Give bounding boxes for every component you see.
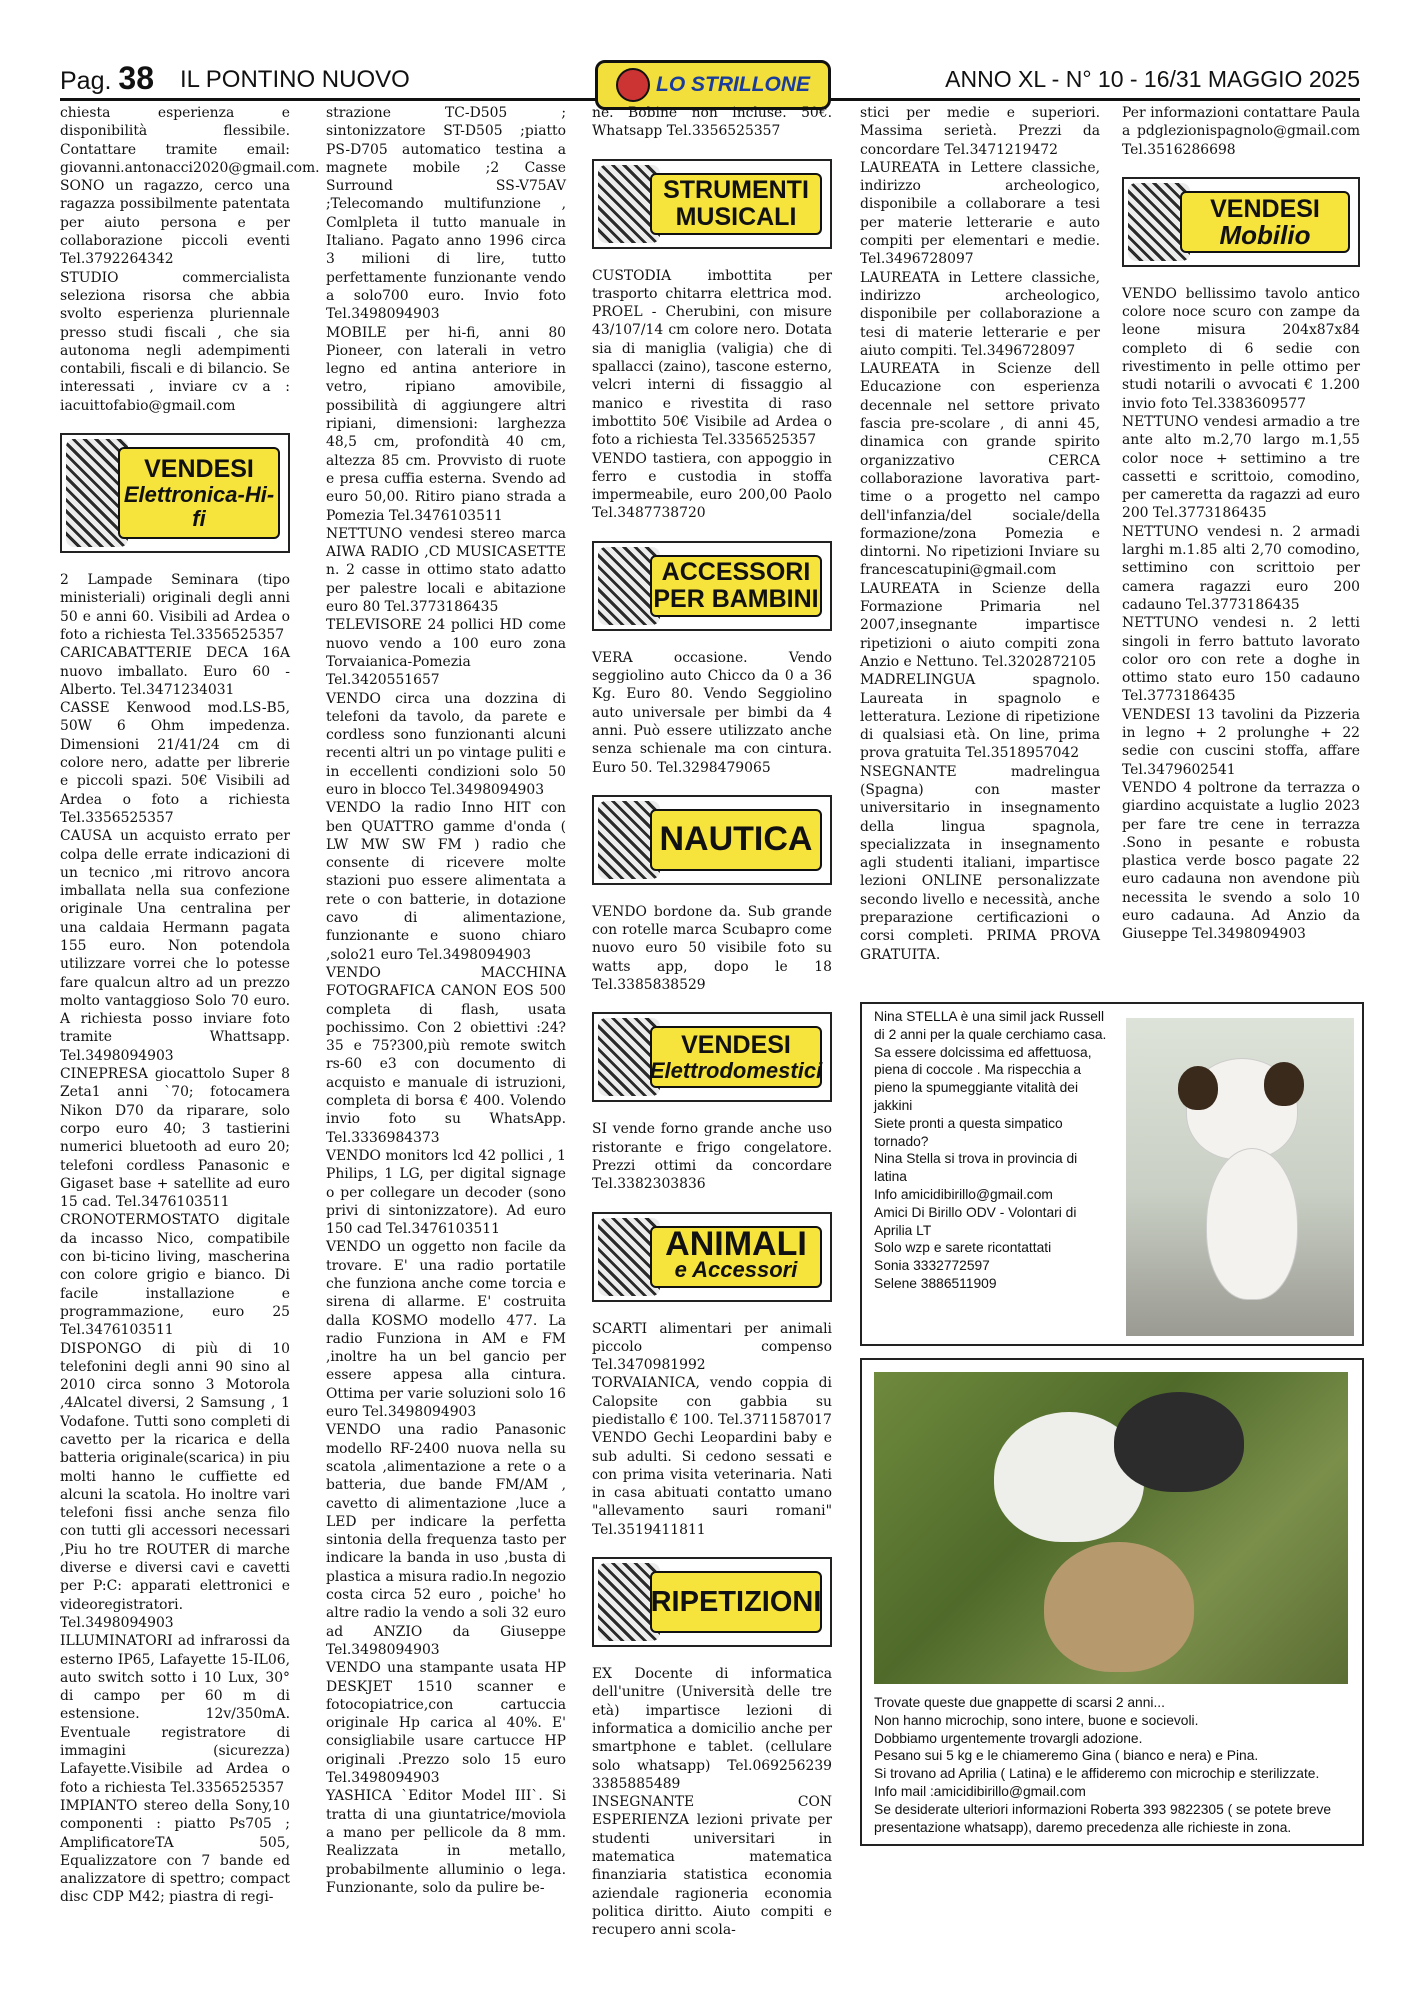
ad-text: SCARTI alimentari per animali piccolo compenso Tel.3470981992 [592,1320,832,1374]
ad-text: IMPIANTO stereo della Sony,10 componenti : piatto Ps705 ; AmplificatoreTA 505, Equalizzatore con 7 bande ed analizzatore di spettro; compact disc CDP M42; piastra di regi- [60,1797,290,1906]
ad-text: ILLUMINATORI ad infrarossi da esterno IP65, Lafayette 15-IL06, auto switch sotto i 10 Lux, 30° di campo per 60 m di estensione. 12v/350mA. Eventuale registratore di immagini (sicurezza) Lafayette.Visibile ad Ardea o foto a richiesta Tel.3356525357 [60,1633,290,1796]
ad-text: YASHICA `Editor Model III`. Si tratta di una giuntatrice/moviola a mano per pellicole da 8 mm. Realizzata in metallo, probabilmente alluminio o lega. Funzionante, solo da pulire be- [326,1788,566,1896]
dog-photo-stella [1126,1018,1354,1336]
section-title: RIPETIZIONI [650,1585,822,1618]
ad-text: ne. Bobine non incluse. 50€. Whatsapp Tel.3356525357 [592,105,832,140]
ad-text: Nina Stella si trova in provincia di latina [874,1151,1078,1185]
page-number: Pag. 38 [60,60,154,96]
ad-text: Selene 3886511909 [874,1275,997,1291]
ad-text: DISPONGO di più di 10 telefonini degli anni 90 sino al 2010 circa sonno 3 Motorola ,4Alcatel diversi, 2 Samsung , 1 Vodafone. Tutti sono completi di cavetto per la ricarica e della batteria originale(scarica) in piu molti hanno le cuffiette ed alcuni la scatola. Ho inoltre vari telefoni fissi anche senza filo con tutti gli accessori necessari ,Piu ho tre ROUTER di marche diverse e diversi cavi e cavetti per P:C: apparati elettronici e videoregistratori. Tel.3498094903 [60,1340,290,1631]
ad-text: stici per medie e superiori. Massima serietà. Prezzi da concordare Tel.3471219472 [860,105,1100,158]
section-banner-nautica [592,795,832,885]
ad-text: VENDO tastiera, con appoggio in ferro e custodia in stoffa impermeabile, euro 200,00 Paolo Tel.3487738720 [592,450,832,522]
ad-text: NETTUNO vendesi stereo marca AIWA RADIO ,CD MUSICASETTE n. 2 casse in ottimo stato adatto per palestre locali e abitazione euro 80 Tel.3773186435 [326,525,566,616]
ad-text: 2 Lampade Seminara (tipo ministeriali) originali degli anni 50 e anni 60. Visibili ad Ardea o foto a richiesta Tel.3356525357 [60,572,290,643]
section-banner-animali [592,1212,832,1302]
strillone-logo: LO STRILLONE [595,60,831,110]
mascot-icon [616,68,650,102]
ad-text: TORVAIANICA, vendo coppia di Calopsite con gabbia su piedistallo € 100. Tel.3711587017 [592,1375,832,1428]
ad-text: VENDO una radio Panasonic modello RF-2400 nuova nella su scatola ,alimentazione a rete o a batteria, due bande FM/AM , cavetto di alimentazione ,luce a LED per indicare la perfetta sintonia della frequenza tasto per indicare la banda in uso ,busta di plastica a misura radio.In negozio costa circa 52 euro , poiche' ho altre radio la vendo a soli 32 euro ad ANZIO da Giuseppe Tel.3498094903 [326,1422,566,1658]
section-banner-accessori [592,541,832,631]
ad-text: TELEVISORE 24 pollici HD come nuovo vendo a 100 euro zona Torvaianica-Pomezia Tel.3420551657 [326,617,566,689]
ad-text: LAUREATA in Scienze dell Educazione con esperienza decennale nel settore privato fascia pre-scolare , di anni 45, dinamica con grande spirito organizzativo CERCA collaborazione lavorativa part-time o a progetto nel campo dell'infanzia/del sociale/della formazione/zona Pomezia e dintorni. No ripetizioni Inviare su francescatupini@gmail.com [860,361,1100,579]
column-5 [1122,104,1360,944]
ad-text: VERA occasione. Vendo seggiolino auto Chicco da 0 a 36 Kg. Euro 80. Vendo Seggiolino auto universale per bimbi da 4 anni. Può essere utilizzato anche senza schienale ma con cintura. Euro 50. Tel.3298479065 [592,649,832,776]
section-title: NAUTICA [659,820,813,859]
section-banner-mobilio [1122,177,1360,267]
section-subtitle: Elettrodomestici [649,1057,823,1083]
ad-text: Sonia 3332772597 [874,1258,990,1274]
ad-text: LAUREATA in Scienze della Formazione Primaria nel 2007,insegnante impartisce ripetizioni o aiuto compiti zona Anzio e Nettuno. Tel.3202872105 [860,580,1100,670]
column-4 [860,104,1100,964]
ad-text: NSEGNANTE madrelingua (Spagna) con master universitario in insegnamento della lingua spagnola, specializzata in insegnamento agli studenti italiani, impartisce lezioni ONLINE personalizzate secondo livello e necessità, anche preparazione certificazioni o corsi completi. PRIMA PROVA GRATUITA. [860,763,1100,963]
section-subtitle: Elettronica-Hi-fi [123,481,275,531]
ad-text: Pesano sui 5 kg e le chiameremo Gina ( bianco e nera) e Pina. [874,1748,1259,1764]
newspaper-name: IL PONTINO NUOVO [180,66,410,93]
ad-text: Nina STELLA è una simil jack Russell di 2 anni per la quale cerchiamo casa. Sa essere dolcissima ed affettuosa, piena di coccole . Ma rispecchia a pieno la spumeggiante vitalità dei jakkini [874,1009,1107,1113]
ad-text: VENDO bellissimo tavolo antico colore noce scuro con zampe da leone misura 204x87x84 completo di 6 sedie con rivestimento in pelle ottimo per studi notarili o avvocati € 1.200 invio foto Tel.3383609577 [1122,285,1360,412]
ad-text: CARICABATTERIE DECA 16A nuovo imballato. Euro 60 - Alberto. Tel.3471234031 [60,645,290,698]
ad-text: VENDO MACCHINA FOTOGRAFICA CANON EOS 500 completa di flash, usata pochissimo. Con 2 obiettivi :24?35 e 75?300,più remote switch rs-60 e3 con documento di acquisto e manuale di istruzioni, completa di borsa € 400. Volendo invio foto su WhatsApp. Tel.3336984373 [326,964,566,1146]
ad-text: VENDO Gechi Leopardini baby e sub adulti. Si cedono sessati e con prima visita veterinaria. Nati in casa abituati contatto umano "allevamento sauri romani" Tel.3519411811 [592,1430,832,1538]
section-subtitle: Mobilio [1219,220,1311,251]
ad-text: NETTUNO vendesi armadio a tre ante alto m.2,70 largo m.1,55 color noce + settimino a tre cassetti e scrittoio, comodino, per cameretta da ragazzi ad euro 200 Tel.3773186435 [1122,413,1360,522]
ad-text: strazione TC-D505 ; sintonizzatore ST-D505 ;piatto PS-D705 automatico testina a magnete mobile ;2 Casse Surround SS-V75AV ;Telecomando multifunzione , Comlpleta il tutto manuale in Italiano. Pagato anno 1996 circa 3 milioni di lire, tutto perfettamente funzionante vendo a solo700 euro. Invio foto Tel.3498094903 [326,105,566,323]
ad-text: Solo wzp e sarete ricontattati [874,1240,1052,1256]
section-title: VENDESI [144,454,254,483]
ad-text: CASSE Kenwood mod.LS-B5, 50W 6 Ohm impedenza. Dimensioni 21/41/24 cm di colore nero, adatte per librerie e piccoli spazi. 50€ Visibili ad Ardea o foto a richiesta Tel.3356525357 [60,700,290,826]
section-title: STRUMENTI [663,175,809,204]
ad-text: LAUREATA in Lettere classiche, indirizzo archeologico, disponibile a collaborare a tesi per materie letterarie e auto compiti per elementari e medie. Tel.3496728097 [860,159,1100,268]
ad-text: VENDO la radio Inno HIT con ben QUATTRO gamme d'onda ( LW MW SW FM ) radio che consente di ricevere molte stazioni puo essere alimentata a rete o con batterie, in dotazione cavo di alimentazione, funzionante e suono chiaro ,solo21 euro Tel.3498094903 [326,800,566,963]
ad-text: CAUSA un acquisto errato per colpa delle errate indicazioni di un tecnico ,mi ritrovo ancora imballata nella sua confezione originale Una centralina per una caldaia Hermann pagata 155 euro. Non potendola utilizzare vorrei che lo potesse fare qualcun altro ad un prezzo molto vantaggioso Solo 70 euro. A richiesta posso inviare foto tramite Whattsapp. Tel.3498094903 [60,828,290,1064]
ad-text: MADRELINGUA spagnolo. Laureata in spagnolo e letteratura. Lezione di ripetizione di qualsiasi età. On line, prima prova gratuita Tel.3518957042 [860,672,1100,762]
column-2 [326,104,566,1897]
dogs-photo-gina-pina [874,1372,1348,1684]
section-subtitle: e Accessori [674,1257,798,1282]
ad-text: SONO un ragazzo, cerco una ragazza possibilmente patentata per aiuto persona e per collaborazione piccoli eventi Tel.3792264342 [60,178,290,268]
ad-text: MOBILE per hi-fi, anni 80 Pioneer, con laterali in vetro legno ed antina anteriore in vetro, ripiano amovibile, possibilità di aggiungere altri ripiani, dimensioni: larghezza 48,5 cm, profondità 40 cm, altezza 85 cm. Provvisto di ruote e presa cuffia esterna. Svendo ad euro 50,00. Ritiro piano strada a Pomezia Tel.3476103511 [326,324,566,524]
ad-text: CRONOTERMOSTATO digitale da incasso Nico, compatibile con bi-ticino living, mascherina con colore grigio e bianco. Di facile installazione e programmazione, euro 25 Tel.3476103511 [60,1212,290,1339]
ad-text: Dobbiamo urgentemente trovargli adozione. [874,1730,1143,1746]
ad-text: Per informazioni contattare Paula a pdglezionispagnolo@gmail.com Tel.3516286698 [1122,105,1360,158]
ad-text: Non hanno microchip, sono intere, buone e socievoli. [874,1712,1199,1728]
section-title: ACCESSORI [661,557,811,586]
ad-text: STUDIO commercialista seleziona risorsa che abbia svolto esperienza pluriennale presso studi fiscali , che sia autonoma negli adempimenti contabili, fiscali e di bilancio. Se interessati , inviare cv a : iacuittofabio@gmail.com [60,269,290,414]
section-banner-strumenti [592,159,832,249]
ad-text: VENDESI 13 tavolini da Pizzeria in legno + 2 prolunghe + 22 sedie con cuscini stoffa, affare Tel.3479602541 [1122,706,1360,778]
ad-text: VENDO un oggetto non facile da trovare. E' una radio portatile che funziona anche come torcia e sirena di allarme. E' costruita dalla KOSMO modello 477. La radio Funziona in AM e FM ,inoltre ha un bel gancio per essere appesa alla cintura. Ottima per varie soluzioni solo 16 euro Tel.3498094903 [326,1239,566,1421]
section-banner-elettronica [60,433,290,553]
ad-text: NETTUNO vendesi n. 2 letti singoli in ferro battuto lavorato color oro con rete a doghe in ottimo stato euro 150 cadauno Tel.3773186435 [1122,615,1360,705]
section-banner-elettrodomestici [592,1012,832,1102]
ad-text: Info amicidibirillo@gmail.com [874,1186,1053,1202]
ad-text: VENDO una stampante usata HP DESKJET 1510 scanner e fotocopiatrice,con cartuccia originale Hp carica al 40%. E' consigliabile usare cartucce HP originali .Prezzo solo 15 euro Tel.3498094903 [326,1660,566,1787]
ad-text: Se desiderate ulteriori informazioni Roberta 393 9822305 ( se potete breve presentazione whatsapp), daremo precedenza alle richieste in zona. [874,1801,1332,1835]
ad-text: Trovate queste due gnappette di scarsi 2 anni... [874,1695,1165,1710]
column-3 [592,104,832,1940]
ad-text: SI vende forno grande anche uso ristorante e frigo congelatore. Prezzi ottimi da concordare Tel.3382303836 [592,1121,832,1193]
adoption-box-stella [860,1002,1364,1346]
ad-text: VENDO monitors lcd 42 pollici , 1 Philips, 1 LG, per digital signage o per collegare un decoder (sono privi di sintonizzatore). Ad euro 150 cad Tel.3476103511 [326,1147,566,1238]
ad-text: Info mail :amicidibirillo@gmail.com [874,1783,1086,1799]
issue-info: ANNO XL - N° 10 - 16/31 MAGGIO 2025 [945,66,1360,92]
ad-text: Si trovano ad Aprilia ( Latina) e le affideremo con microchip e sterilizzate. [874,1766,1320,1782]
column-1 [60,104,320,1907]
section-subtitle: MUSICALI [675,202,797,231]
section-title: VENDESI [681,1030,791,1059]
section-banner-ripetizioni [592,1557,832,1647]
ad-text: chiesta esperienza e disponibilità flessibile. Contattare tramite email: giovanni.antonacci2020@gmail.com. [60,105,320,176]
ad-text: VENDO bordone da. Sub grande con rotelle marca Scubapro come nuovo euro 50 visibile foto su watts app, dopo le 18 Tel.3385838529 [592,903,832,994]
ad-text: CINEPRESA giocattolo Super 8 Zeta1 anni `70; fotocamera Nikon D70 da riparare, solo corpo euro 40; 3 tastierini numerici bluetooth ad euro 20; telefoni cordless Panasonic e Gigaset base + satellite ad euro 15 cad. Tel.3476103511 [60,1066,290,1211]
section-title: ANIMALI [665,1225,807,1263]
ad-text: NETTUNO vendesi n. 2 armadi larghi m.1.85 alti 2,70 comodino, settimino con scrittoio per camera ragazzi euro 200 cadauno Tel.3773186435 [1122,523,1360,613]
ad-text: LAUREATA in Lettere classiche, indirizzo archeologico, disponibile per collaborazione a tesi di materie letterarie e per aiuto compiti. Tel.3496728097 [860,269,1100,359]
section-title: VENDESI [1210,195,1320,224]
ad-text: VENDO circa una dozzina di telefoni da tavolo, da parete e cordless sono funzionanti alcuni recenti altri un po vintage puliti e in eccellenti condizioni solo 50 euro in blocco Tel.3498094903 [326,690,566,798]
section-subtitle: PER BAMBINI [653,584,819,613]
adoption-box-gina-pina [860,1358,1364,1846]
ad-text: VENDO 4 poltrone da terrazza o giardino acquistate a luglio 2023 per fare tre cene in terrazza .Sono in pesante e robusta plastica verde bosco pagate 22 euro cadauna non avendone più necessita le svendo a solo 10 euro cadauna. Ad Anzio da Giuseppe Tel.3498094903 [1122,779,1360,943]
ad-text: CUSTODIA imbottita per trasporto chitarra elettrica mod. PROEL - Cherubini, con misure 43/107/14 cm colore nero. Dotata sia di maniglia (valigia) che di spallacci (zaino), tascone esterno, velcri interni di fissaggio al manico e rivestita di raso imbottito 50€ Visibile ad Ardea o foto a richiesta Tel.3356525357 [592,267,832,449]
ad-text: EX Docente di informatica dell'unitre (Università delle tre età) impartisce lezioni di informatica a domicilio anche per smartphone e tablet. (cellulare solo whatsapp) Tel.069256239 3385885489 [592,1666,832,1792]
ad-text: Amici Di Birillo ODV - Volontari di Aprilia LT [874,1204,1077,1238]
ad-text: INSEGNANTE CON ESPERIENZA lezioni private per studenti universitari in matematica matematica finanziaria statistica economia aziendale ragioneria economia politica diritto. Aiuto compiti e recupero anni scola- [592,1794,832,1939]
ad-text: Siete pronti a questa simpatico tornado? [874,1115,1063,1149]
